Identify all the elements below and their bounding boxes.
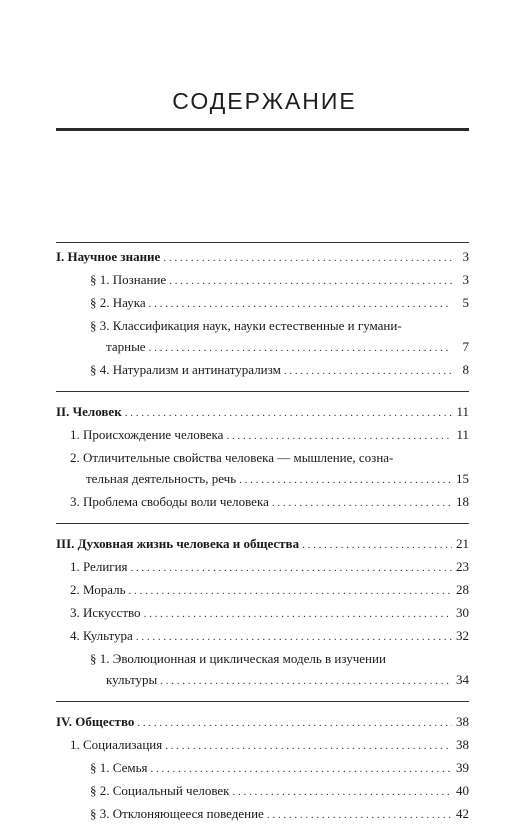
toc-entry-1-3[interactable]: § 3. Классификация наук, науки естественные и гумани- [90, 318, 402, 333]
toc-entry-4-1[interactable]: 1. Социализация . . . 38 [56, 734, 469, 757]
toc-entry-1-3-cont[interactable]: тарные . . . 7 [56, 336, 469, 359]
section-divider [56, 701, 469, 702]
toc-top-rule [56, 242, 469, 243]
toc-entry-2-3[interactable]: 3. Проблема свободы воли человека . . . 18 [56, 491, 469, 514]
toc-entry-3-4-1-cont[interactable]: культуры . . . 34 [56, 669, 469, 692]
toc-entry-3-3[interactable]: 3. Искусство . . . 30 [56, 602, 469, 625]
toc-entry-section-3[interactable]: III. Духовная жизнь человека и общества . . . 21 [56, 533, 469, 556]
toc-entry-3-4-1[interactable]: § 1. Эволюционная и циклическая модель в изучении [90, 651, 386, 666]
table-of-contents [56, 246, 469, 826]
toc-entry-3-4[interactable]: 4. Культура . . . 32 [56, 625, 469, 648]
toc-entry-3-2[interactable]: 2. Мораль . . . 28 [56, 579, 469, 602]
toc-entry-1-2[interactable]: § 2. Наука . . . 5 [56, 292, 469, 315]
toc-entry-4-1-3[interactable]: § 3. Отклоняющееся поведение . . . 42 [56, 803, 469, 826]
toc-entry-2-1[interactable]: 1. Происхождение человека . . . 11 [56, 424, 469, 447]
toc-entry-1-4[interactable]: § 4. Натурализм и антинатурализм . . . 8 [56, 359, 469, 382]
toc-entry-section-4[interactable]: IV. Общество . . . 38 [56, 711, 469, 734]
page-title: СОДЕРЖАНИЕ [172, 88, 357, 114]
toc-entry-4-1-2[interactable]: § 2. Социальный человек . . . 40 [56, 780, 469, 803]
toc-entry-2-2-cont[interactable]: тельная деятельность, речь . . . 15 [56, 468, 469, 491]
toc-entry-section-1[interactable]: I. Научное знание . . . 3 [56, 246, 469, 269]
title-underline [56, 128, 469, 131]
toc-entry-1-1[interactable]: § 1. Познание . . . 3 [56, 269, 469, 292]
toc-entry-2-2[interactable]: 2. Отличительные свойства человека — мышление, созна- [70, 450, 394, 465]
section-divider [56, 391, 469, 392]
toc-entry-3-1[interactable]: 1. Религия . . . 23 [56, 556, 469, 579]
toc-entry-section-2[interactable]: II. Человек . . . 11 [56, 401, 469, 424]
toc-entry-4-1-1[interactable]: § 1. Семья . . . 39 [56, 757, 469, 780]
section-divider [56, 523, 469, 524]
